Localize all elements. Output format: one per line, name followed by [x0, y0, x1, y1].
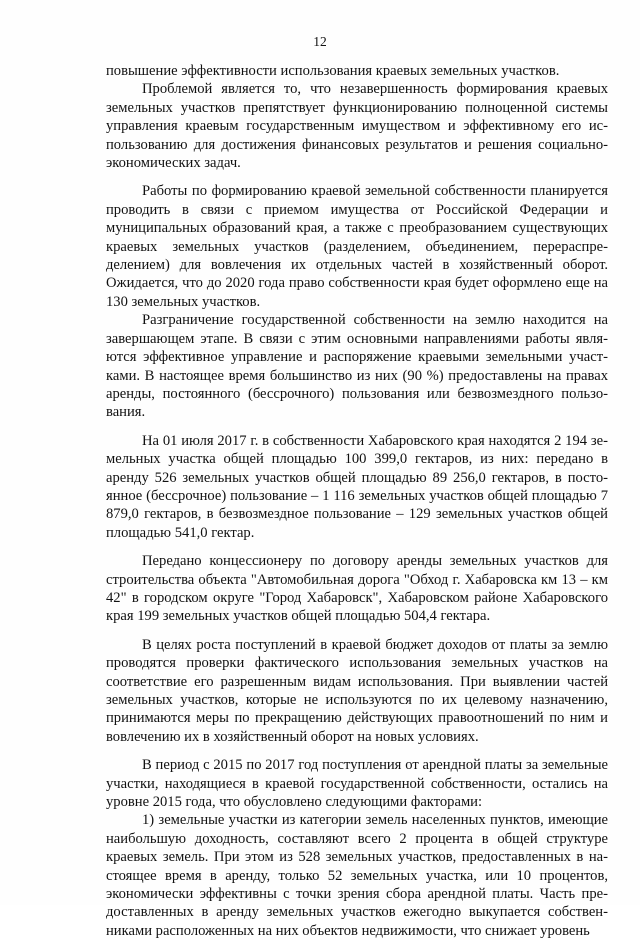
paragraph-revenue-checks: В целях роста поступлений в краевой бюджет доходов от платы за землю проводятся проверки фактического использования земельных участков на соответствие его разрешенным видам использования. При выявлении частей земельных участков, которые не используются по их целевому назначению, принимаются меры по прекращению действующих правоотношений по ним и вовлечению их в хозяйственный оборот на новых условиях. [106, 636, 608, 745]
paragraph-concession: Передано концессионеру по договору аренды земельных участков для строительства объекта "Автомобильная дорога "Обход г. Хабаровска км 13 – км 42" в городском округе "Город Хабаровск", Хабаровском районе Хабаровского края 199 земельных участков общей площадью 504,4 гектара. [106, 553, 608, 625]
document-body [106, 62, 608, 940]
paragraph-rent-period: В период с 2015 по 2017 год поступления от арендной платы за земельные участки, находящиеся в краевой государственной собственности, остались на уровне 2015 года, что обусловлено следующими факторами: [106, 757, 608, 811]
paragraph-problem: Проблемой является то, что незавершенность формирования краевых земельных участков препятствует функционированию полноценной системы управления краевым государственным имуществом и эффективному его использованию для достижения финансовых результатов и решения социально-экономических задач. [106, 81, 608, 172]
paragraph-delimitation: Разграничение государственной собственности на землю находится на завершающем этапе. В связи с этим основными направлениями работы являются эффективное управление и распоряжение краевыми земельными участками. В настоящее время большинство из них (90 %) предоставлены на правах аренды, постоянного (бессрочного) пользования или безвозмездного пользования. [106, 312, 608, 421]
paragraph-continuation: повышение эффективности использования краевых земельных участков. [106, 63, 560, 79]
paragraph-land-statistics: На 01 июля 2017 г. в собственности Хабаровского края находятся 2 194 земельных участка общей площадью 100 399,0 гектаров, из них: передано в аренду 526 земельных участков общей площадью 89 256,0 гектаров, в постоянное (бессрочное) пользование – 1 116 земельных участков общей площадью 7 879,0 гектаров, в безвозмездное пользование – 129 земельных участков общей площадью 541,0 гектар. [106, 432, 608, 541]
page-number: 12 [313, 34, 327, 49]
paragraph-factor-1: 1) земельные участки из категории земель населенных пунктов, имеющие наибольшую доходность, составляют всего 2 процента в общей структуре краевых земель. При этом из 528 земельных участков, предоставленных в настоящее время в аренду, только 52 земельных участка, или 10 процентов, экономически эффективны с точки зрения сбора арендной платы. Часть предоставленных в аренду земельных участков ежегодно выкупается собственниками расположенных на них объектов недвижимости, что снижает уровень [106, 812, 608, 939]
paragraph-formation-work: Работы по формированию краевой земельной собственности планируется проводить в связи с приемом имущества от Российской Федерации и муниципальных образований края, а также с преобразованием существующих краевых земельных участков (разделением, объединением, перераспределением) для вовлечения их отдельных частей в хозяйственный оборот. Ожидается, что до 2020 года право собственности края будет оформлено еще на 130 земельных участков. [106, 183, 608, 310]
